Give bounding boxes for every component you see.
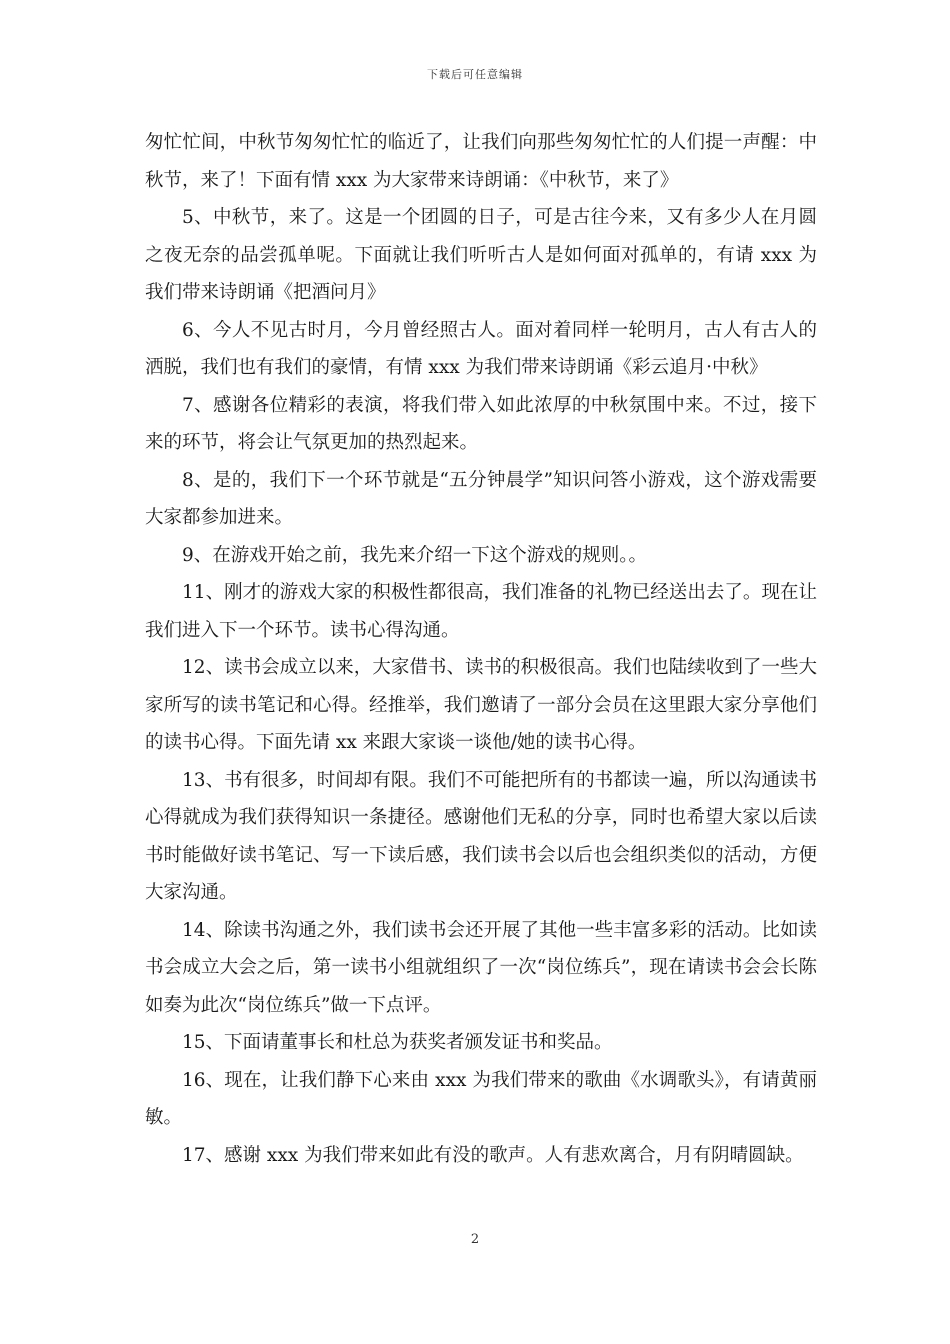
paragraph: 12、读书会成立以来，大家借书、读书的积极很高。我们也陆续收到了一些大家所写的读书笔记和心得。经推举，我们邀请了一部分会员在这里跟大家分享他们的读书心得。下面先请 xx 来跟大家谈一谈他/她的读书心得。 (145, 657, 817, 753)
paragraph: 5、中秋节，来了。这是一个团圆的日子，可是古往今来，又有多少人在月圆之夜无奈的品尝孤单呢。下面就让我们听听古人是如何面对孤单的，有请 xxx 为我们带来诗朗诵《把酒问月》 (145, 207, 817, 303)
paragraph: 15、下面请董事长和杜总为获奖者颁发证书和奖品。 (182, 1032, 613, 1053)
paragraph: 6、今人不见古时月，今月曾经照古人。面对着同样一轮明月，古人有古人的洒脱，我们也有我们的豪情，有情 xxx 为我们带来诗朗诵《彩云追月·中秋》 (145, 319, 817, 378)
paragraph: 13、书有很多，时间却有限。我们不可能把所有的书都读一遍，所以沟通读书心得就成为我们获得知识一条捷径。感谢他们无私的分享，同时也希望大家以后读书时能做好读书笔记、写一下读后感，我们读书会以后也会组织类似的活动，方便大家沟通。 (145, 769, 817, 903)
paragraph: 11、刚才的游戏大家的积极性都很高，我们准备的礼物已经送出去了。现在让我们进入下一个环节。读书心得沟通。 (145, 582, 817, 641)
paragraph: 16、现在，让我们静下心来由 xxx 为我们带来的歌曲《水调歌头》，有请黄丽敏。 (145, 1069, 817, 1128)
document-body (145, 124, 817, 1174)
paragraph: 8、是的，我们下一个环节就是“五分钟晨学”知识问答小游戏，这个游戏需要大家都参加进来。 (145, 469, 817, 528)
page-number: 2 (470, 1232, 480, 1247)
paragraph: 17、感谢 xxx 为我们带来如此有没的歌声。人有悲欢离合，月有阴晴圆缺。 (182, 1144, 804, 1166)
paragraph: 7、感谢各位精彩的表演，将我们带入如此浓厚的中秋氛围中来。不过，接下来的环节，将会让气氛更加的热烈起来。 (145, 394, 817, 453)
paragraph: 匆忙忙间，中秋节匆匆忙忙的临近了，让我们向那些匆匆忙忙的人们提一声醒：中秋节，来了！下面有情 xxx 为大家带来诗朗诵：《中秋节，来了》 (145, 132, 817, 191)
page-header: 下载后可任意编辑 (427, 68, 523, 81)
paragraph: 9、在游戏开始之前，我先来介绍一下这个游戏的规则。。 (182, 544, 648, 566)
paragraph: 14、除读书沟通之外，我们读书会还开展了其他一些丰富多彩的活动。比如读书会成立大会之后，第一读书小组就组织了一次“岗位练兵”，现在请读书会会长陈如奏为此次“岗位练兵”做一下点评。 (145, 919, 817, 1016)
